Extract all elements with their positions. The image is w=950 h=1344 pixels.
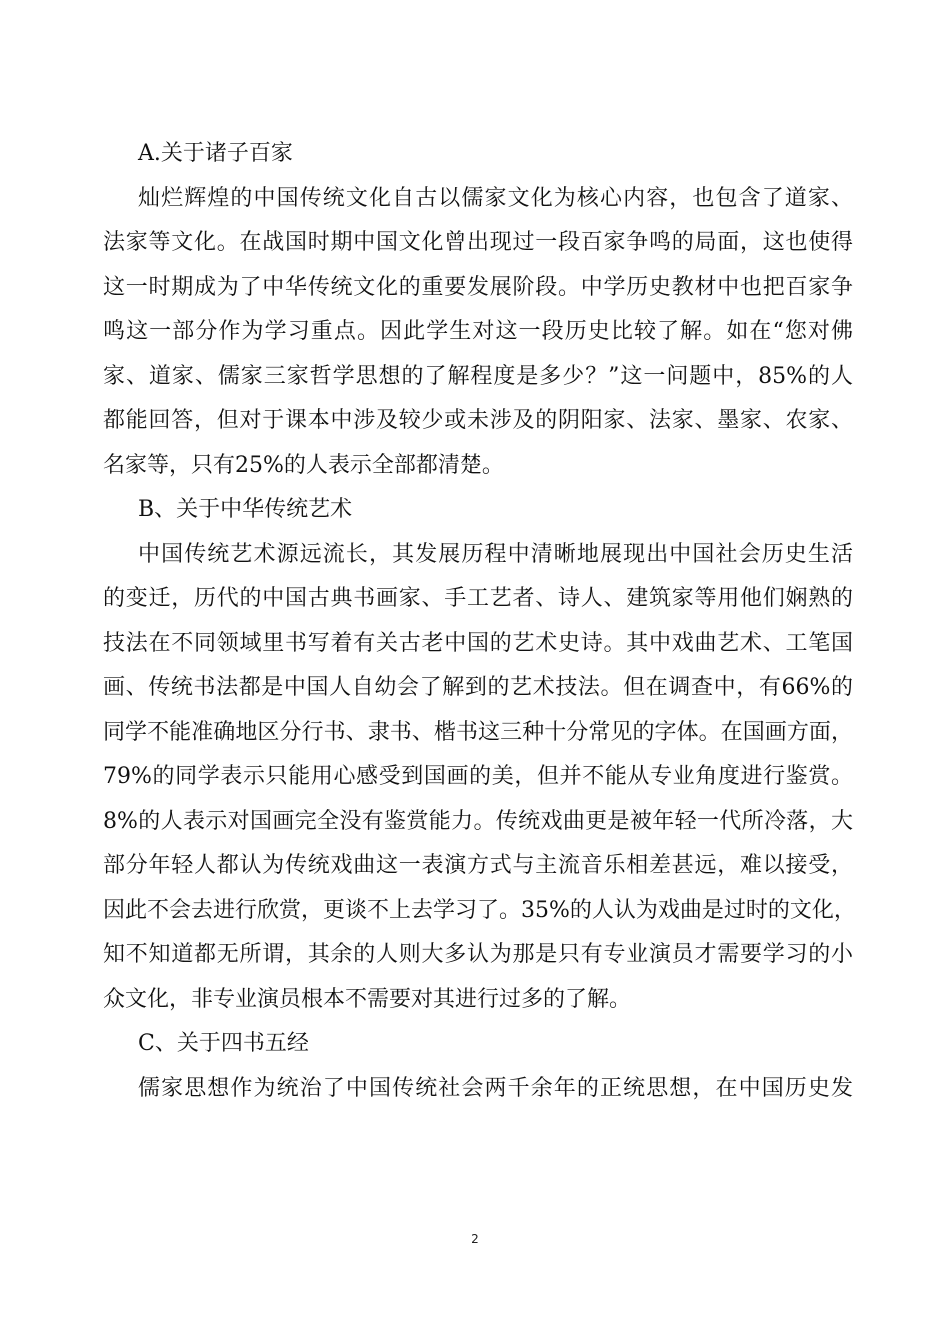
text-line: 中国传统艺术源远流长，其发展历程中清晰地展现出中国社会历史生活	[138, 541, 853, 567]
text-line: 名家等，只有25%的人表示全部都清楚。	[103, 452, 504, 478]
text-line: 法家等文化。在战国时期中国文化曾出现过一段百家争鸣的局面，这也使得	[103, 230, 853, 255]
page-number: 2	[471, 1232, 479, 1246]
text-line: 儒家思想作为统治了中国传统社会两千余年的正统思想，在中国历史发	[138, 1075, 853, 1101]
text-line: 8%的人表示对国画完全没有鉴赏能力。传统戏曲更是被年轻一代所冷落，大	[103, 808, 853, 834]
text-line: 都能回答，但对于课本中涉及较少或未涉及的阴阳家、法家、墨家、农家、	[103, 408, 853, 433]
paragraph-b	[103, 533, 856, 1023]
text-line: 79%的同学表示只能用心感受到国画的美，但并不能从专业角度进行鉴赏。	[103, 764, 853, 789]
text-line: 灿烂辉煌的中国传统文化自古以儒家文化为核心内容，也包含了道家、	[138, 185, 853, 211]
paragraph-a	[103, 177, 853, 489]
text-line: 画、传统书法都是中国人自幼会了解到的艺术技法。但在调查中，有66%的	[103, 675, 853, 700]
text-line: 技法在不同领域里书写着有关古老中国的艺术史诗。其中戏曲艺术、工笔国	[103, 630, 853, 656]
text-line: 同学不能准确地区分行书、隶书、楷书这三种十分常见的字体。在国画方面，	[103, 719, 853, 745]
document-body	[103, 132, 856, 1111]
text-line: 的变迁，历代的中国古典书画家、手工艺者、诗人、建筑家等用他们娴熟的	[103, 586, 853, 611]
text-line: 家、道家、儒家三家哲学思想的了解程度是多少？”这一问题中，85%的人	[103, 363, 853, 389]
paragraph-c	[103, 1067, 853, 1112]
section-heading-c: C、关于四书五经	[138, 1031, 309, 1056]
section-heading-a: A.关于诸子百家	[138, 141, 293, 166]
text-line: 知不知道都无所谓，其余的人则大多认为那是只有专业演员才需要学习的小	[103, 942, 853, 967]
text-line: 这一时期成为了中华传统文化的重要发展阶段。中学历史教材中也把百家争	[103, 274, 853, 300]
section-heading-b: B、关于中华传统艺术	[138, 497, 353, 522]
text-line: 众文化，非专业演员根本不需要对其进行过多的了解。	[103, 986, 632, 1012]
text-line: 部分年轻人都认为传统戏曲这一表演方式与主流音乐相差甚远，难以接受，	[103, 853, 853, 878]
text-line: 鸣这一部分作为学习重点。因此学生对这一段历史比较了解。如在“您对佛	[103, 319, 853, 344]
text-line: 因此不会去进行欣赏，更谈不上去学习了。35%的人认为戏曲是过时的文化，	[103, 897, 856, 923]
